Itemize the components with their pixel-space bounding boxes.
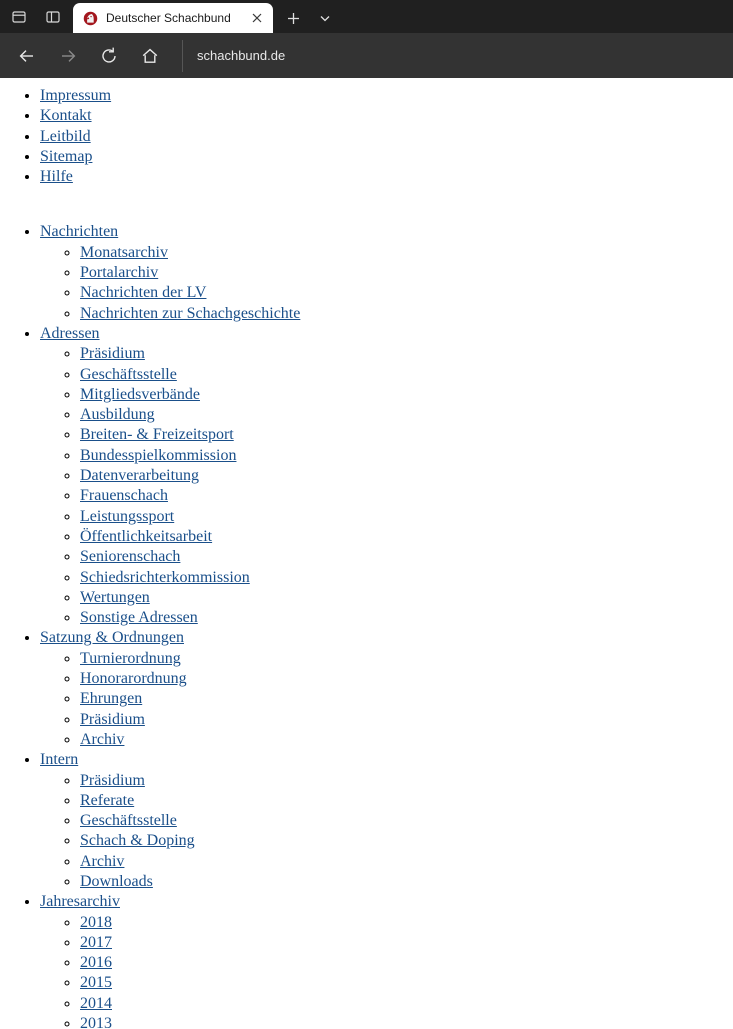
link-breiten-freizeitsport[interactable]: Breiten- & Freizeitsport	[80, 426, 234, 444]
list-item	[80, 730, 733, 750]
list-item	[80, 933, 733, 953]
link-praesidium-satzung[interactable]: Präsidium	[80, 710, 145, 728]
link-wertungen[interactable]: Wertungen	[80, 588, 150, 606]
sublist-nachrichten	[40, 243, 733, 324]
tab-overview-icon[interactable]	[2, 1, 36, 33]
list-item	[40, 628, 733, 750]
back-arrow-icon[interactable]	[8, 37, 46, 75]
link-satzung-ordnungen[interactable]: Satzung & Ordnungen	[40, 629, 184, 647]
list-item	[40, 106, 733, 126]
list-item	[80, 973, 733, 993]
address-bar-text: schachbund.de	[197, 48, 286, 63]
list-item	[80, 831, 733, 851]
link-ausbildung[interactable]: Ausbildung	[80, 406, 155, 424]
browser-toolbar	[0, 33, 733, 78]
list-item	[80, 811, 733, 831]
link-seniorenschach[interactable]: Seniorenschach	[80, 548, 181, 566]
link-archiv-satzung[interactable]: Archiv	[80, 730, 125, 748]
list-item	[80, 994, 733, 1014]
link-praesidium-intern[interactable]: Präsidium	[80, 771, 145, 789]
list-item	[80, 527, 733, 547]
page-content	[0, 78, 733, 1029]
list-item	[80, 507, 733, 527]
chess-knight-icon	[82, 10, 98, 26]
reload-icon[interactable]	[90, 37, 128, 75]
link-portalarchiv[interactable]: Portalarchiv	[80, 264, 159, 282]
list-item	[80, 486, 733, 506]
link-2017[interactable]: 2017	[80, 933, 112, 951]
address-bar[interactable]	[182, 40, 725, 72]
link-sitemap[interactable]: Sitemap	[40, 147, 93, 165]
link-monatsarchiv[interactable]: Monatsarchiv	[80, 243, 168, 261]
list-item	[80, 872, 733, 892]
list-item	[80, 283, 733, 303]
list-item	[40, 127, 733, 147]
list-item	[80, 710, 733, 730]
link-leitbild[interactable]: Leitbild	[40, 127, 91, 145]
top-links-list	[0, 86, 733, 187]
link-honorarordnung[interactable]: Honorarordnung	[80, 670, 187, 688]
close-icon[interactable]	[247, 8, 267, 28]
list-item	[80, 913, 733, 933]
list-item	[80, 953, 733, 973]
list-item	[40, 324, 733, 628]
list-item	[80, 852, 733, 872]
link-2015[interactable]: 2015	[80, 974, 112, 992]
sublist-satzung-ordnungen	[40, 649, 733, 750]
list-spacer	[0, 187, 733, 222]
link-sonstige-adressen[interactable]: Sonstige Adressen	[80, 609, 198, 627]
link-datenverarbeitung[interactable]: Datenverarbeitung	[80, 467, 200, 485]
list-item	[40, 86, 733, 106]
link-hilfe[interactable]: Hilfe	[40, 168, 73, 186]
list-item	[80, 568, 733, 588]
link-turnierordnung[interactable]: Turnierordnung	[80, 649, 181, 667]
list-item	[40, 167, 733, 187]
link-2018[interactable]: 2018	[80, 913, 112, 931]
link-bundesspielkommission[interactable]: Bundesspielkommission	[80, 446, 237, 464]
link-intern[interactable]: Intern	[40, 751, 79, 769]
link-adressen[interactable]: Adressen	[40, 324, 100, 342]
link-ehrungen[interactable]: Ehrungen	[80, 690, 143, 708]
list-item	[40, 147, 733, 167]
home-icon[interactable]	[131, 37, 169, 75]
link-2014[interactable]: 2014	[80, 994, 112, 1012]
link-nachrichten-der-lv[interactable]: Nachrichten der LV	[80, 284, 207, 302]
link-nachrichten[interactable]: Nachrichten	[40, 223, 119, 241]
link-schiedsrichterkommission[interactable]: Schiedsrichterkommission	[80, 568, 250, 586]
link-geschaeftsstelle-intern[interactable]: Geschäftsstelle	[80, 812, 177, 830]
tab-strip	[0, 0, 733, 33]
list-item	[80, 344, 733, 364]
list-item	[80, 1014, 733, 1029]
list-item	[80, 547, 733, 567]
link-frauenschach[interactable]: Frauenschach	[80, 487, 168, 505]
list-item	[80, 466, 733, 486]
link-2016[interactable]: 2016	[80, 954, 112, 972]
list-item	[40, 750, 733, 892]
link-impressum[interactable]: Impressum	[40, 87, 112, 104]
link-schach-doping[interactable]: Schach & Doping	[80, 832, 195, 850]
browser-chrome	[0, 0, 733, 78]
forward-arrow-icon[interactable]	[49, 37, 87, 75]
list-item	[80, 385, 733, 405]
sublist-jahresarchiv	[40, 913, 733, 1029]
plus-icon[interactable]	[279, 4, 307, 32]
link-oeffentlichkeitsarbeit[interactable]: Öffentlichkeitsarbeit	[80, 527, 213, 545]
list-item	[80, 304, 733, 324]
link-archiv-intern[interactable]: Archiv	[80, 852, 125, 870]
list-item	[80, 365, 733, 385]
list-item	[80, 405, 733, 425]
link-geschaeftsstelle-adressen[interactable]: Geschäftsstelle	[80, 365, 177, 383]
link-praesidium-adressen[interactable]: Präsidium	[80, 345, 145, 363]
split-screen-icon[interactable]	[36, 1, 70, 33]
link-nachrichten-zur-schachgeschichte[interactable]: Nachrichten zur Schachgeschichte	[80, 304, 301, 322]
chevron-down-icon[interactable]	[311, 4, 339, 32]
list-item	[80, 243, 733, 263]
link-2013[interactable]: 2013	[80, 1015, 112, 1029]
list-item	[80, 649, 733, 669]
sublist-intern	[40, 771, 733, 893]
list-item	[40, 222, 733, 323]
list-item	[80, 791, 733, 811]
link-leistungssport[interactable]: Leistungssport	[80, 507, 175, 525]
link-mitgliedsverbaende[interactable]: Mitgliedsverbände	[80, 385, 200, 403]
list-item	[40, 892, 733, 1029]
list-item	[80, 588, 733, 608]
main-nav-list	[0, 222, 733, 1029]
link-kontakt[interactable]: Kontakt	[40, 107, 92, 125]
list-item	[80, 446, 733, 466]
list-item	[80, 608, 733, 628]
link-downloads[interactable]: Downloads	[80, 872, 153, 890]
link-jahresarchiv[interactable]: Jahresarchiv	[40, 893, 120, 911]
link-referate[interactable]: Referate	[80, 791, 135, 809]
list-item	[80, 263, 733, 283]
list-item	[80, 425, 733, 445]
tab-title: Deutscher Schachbund	[106, 11, 231, 25]
sublist-adressen	[40, 344, 733, 628]
list-item	[80, 669, 733, 689]
list-item	[80, 689, 733, 709]
browser-tab[interactable]	[73, 3, 273, 33]
list-item	[80, 771, 733, 791]
